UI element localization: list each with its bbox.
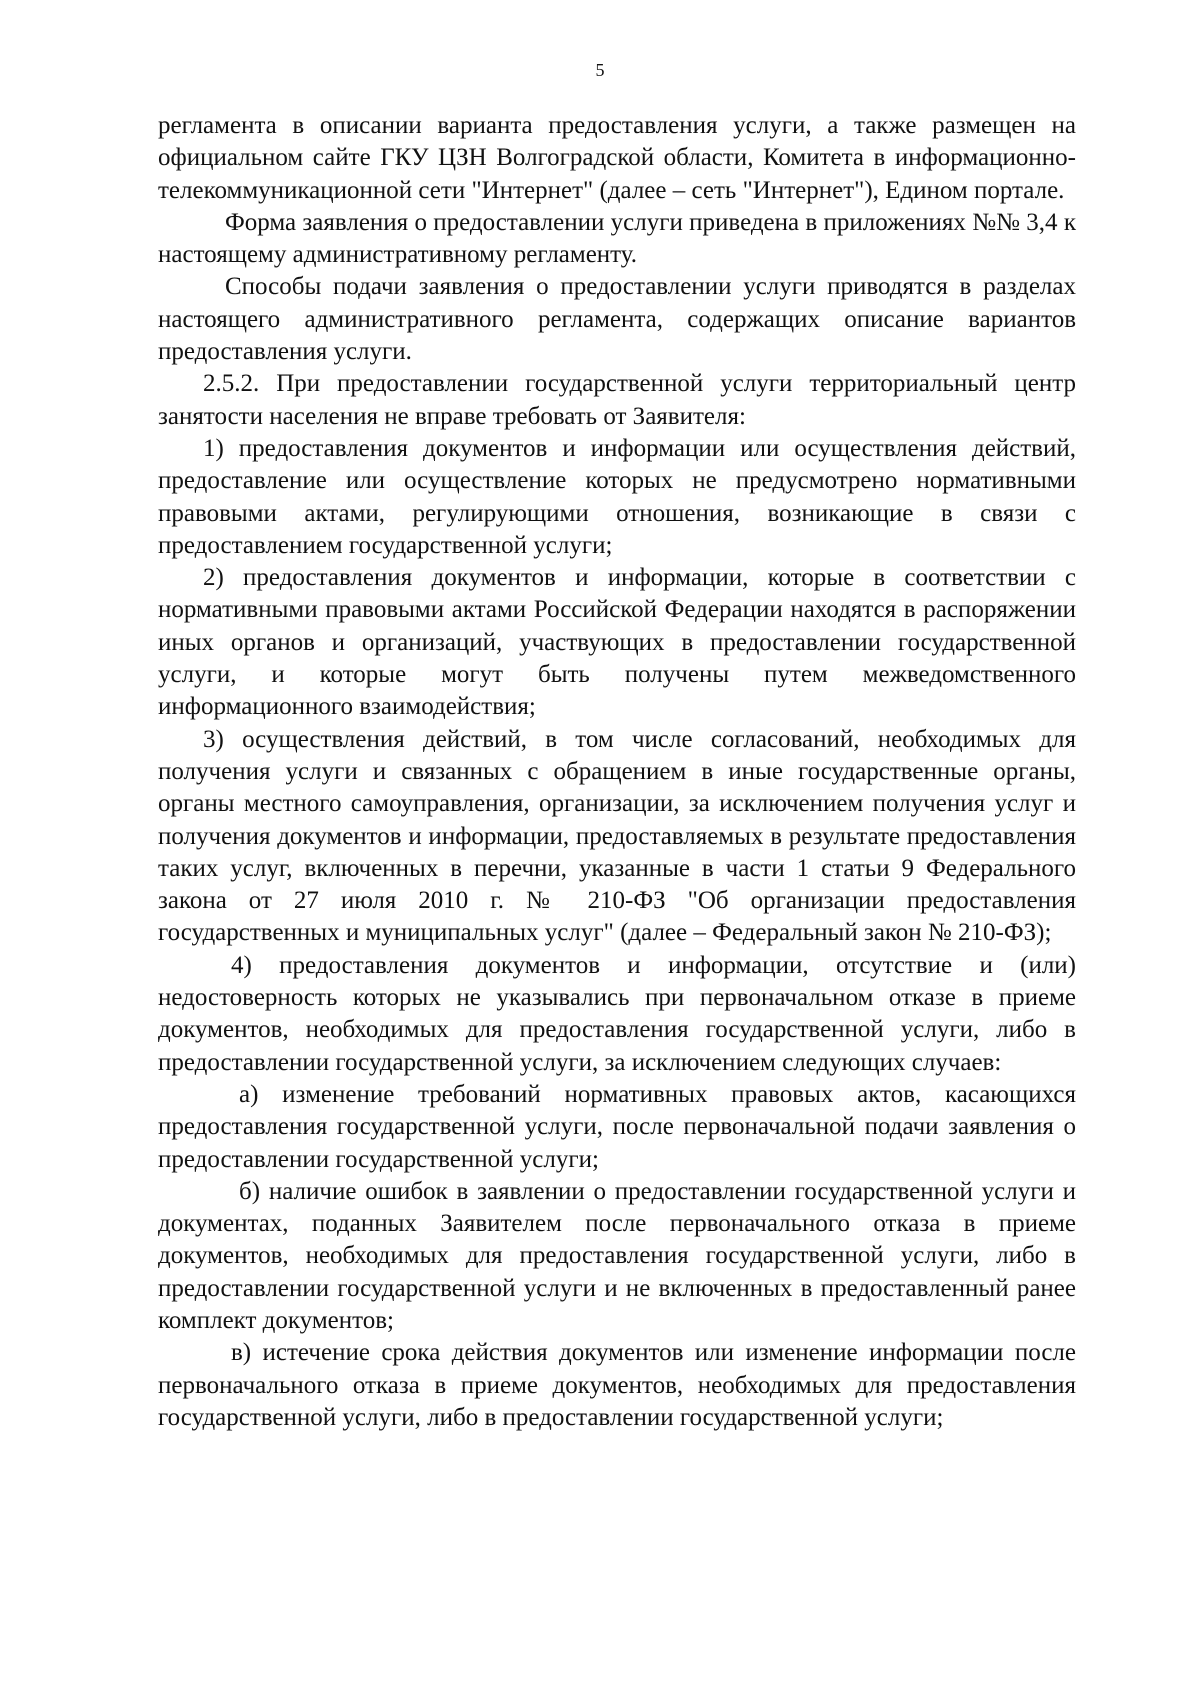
paragraph-2-5-2: 2.5.2. При предоставлении государственной услуги территориальный центр занятости населения не вправе требовать от Заявителя: — [158, 370, 1076, 430]
document-body — [158, 110, 1076, 1434]
paragraph-submission-methods: Способы подачи заявления о предоставлении услуги приводятся в разделах настоящего административного регламента, содержащих описание вариантов предоставления услуги. — [158, 273, 1076, 366]
subitem-a: а) изменение требований нормативных правовых актов, касающихся предоставления государственной услуги, после первоначальной подачи заявления о предоставлении государственной услуги; — [158, 1080, 1076, 1173]
subitem-b: б) наличие ошибок в заявлении о предоставлении государственной услуги и документах, поданных Заявителем после первоначального отказа в приеме документов, необходимых для предоставления государственной услуги, либо в предоставлении государственной услуги и не включенных в предоставленный ранее комплект документов; — [158, 1177, 1076, 1334]
paragraph-publication: регламента в описании варианта предоставления услуги, а также размещен на официальном сайте ГКУ ЦЗН Волгоградской области, Комитета в информационно-телекоммуникационной сети "Интернет" (далее – сеть "Интернет"), Едином портале. — [158, 112, 1076, 204]
list-item-2: 2) предоставления документов и информации, которые в соответствии с нормативными правовыми актами Российской Федерации находятся в распоряжении иных органов и организаций, участвующих в предоставлении государственной услуги, и которые могут быть получены путем межведомственного информационного взаимодействия; — [158, 564, 1076, 721]
subitem-v: в) истечение срока действия документов или изменение информации после первоначального отказа в приеме документов, необходимых для предоставления государственной услуги, либо в предоставлении государственной услуги; — [158, 1339, 1076, 1431]
list-item-4: 4) предоставления документов и информации, отсутствие и (или) недостоверность которых не указывались при первоначальном отказе в приеме документов, необходимых для предоставления государственной услуги, либо в предоставлении государственной услуги, за исключением следующих случаев: — [158, 951, 1076, 1076]
paragraph-application-form: Форма заявления о предоставлении услуги приведена в приложениях №№ 3,4 к настоящему административному регламенту. — [158, 208, 1076, 269]
list-item-3: 3) осуществления действий, в том числе согласований, необходимых для получения услуги и связанных с обращением в иные государственные органы, органы местного самоуправления, организации, за исключением получения услуг и получения документов и информации, предоставляемых в результате предоставления таких услуг, включенных в перечни, указанные в части 1 статьи 9 Федерального закона от 27 июля 2010 г. № 210-ФЗ "Об организации предоставления государственных и муниципальных услуг" (далее – Федеральный закон № 210-ФЗ); — [158, 725, 1076, 947]
list-item-1: 1) предоставления документов и информации или осуществления действий, предоставление или осуществление которых не предусмотрено нормативными правовыми актами, регулирующими отношения, возникающие в связи с предоставлением государственной услуги; — [158, 434, 1076, 559]
page-number: 5 — [595, 60, 605, 80]
